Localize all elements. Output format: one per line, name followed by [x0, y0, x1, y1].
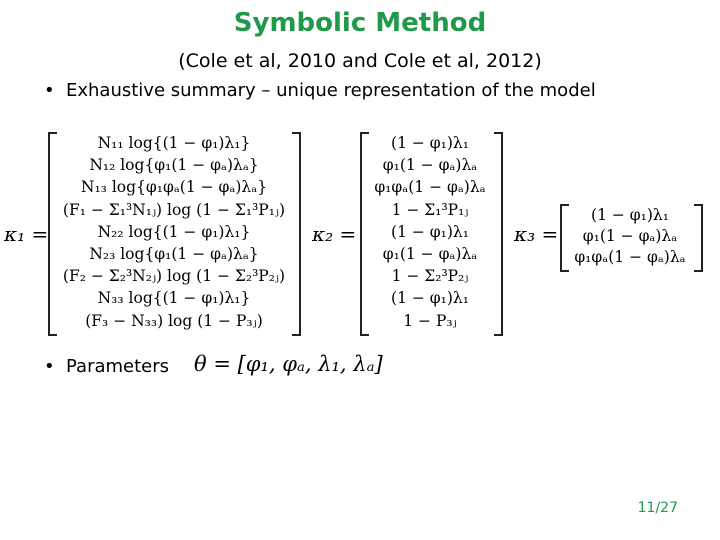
kappa1-row: N₁₁ log{(1 − φ₁)λ₁}	[97, 134, 251, 152]
bullet-exhaustive-summary	[44, 80, 596, 101]
kappa3-label: κ₃ =	[514, 222, 559, 246]
kappa1-row: N₂₃ log{φ₁(1 − φₐ)λₐ}	[89, 245, 259, 263]
kappa1-row: (F₁ − Σ₁³N₁ⱼ) log (1 − Σ₁³P₁ⱼ)	[62, 200, 286, 219]
kappa2-row: φ₁(1 − φₐ)λₐ	[382, 156, 478, 175]
kappa1-row: N₁₃ log{φ₁φₐ(1 − φₐ)λₐ}	[80, 178, 268, 197]
kappa1-row: N₂₂ log{(1 − φ₁)λ₁}	[97, 222, 251, 241]
slide-subtitle: (Cole et al, 2010 and Cole et al, 2012)	[178, 50, 542, 72]
kappa2-row: 1 − Σ₂³P₂ⱼ	[391, 267, 469, 286]
kappa2-row: φ₁φₐ(1 − φₐ)λₐ	[374, 178, 486, 197]
page-number: 11/27	[637, 500, 678, 516]
kappa1-row: (F₃ − N₃₃) log (1 − P₃ⱼ)	[85, 311, 263, 330]
kappa1-label: κ₁ =	[4, 222, 49, 246]
bullet-icon: •	[44, 80, 55, 101]
kappa2-row: 1 − Σ₁³P₁ⱼ	[391, 200, 469, 219]
kappa2-row: 1 − P₃ⱼ	[403, 311, 457, 330]
kappa1-right-bracket	[292, 132, 301, 336]
kappa2-row: φ₁(1 − φₐ)λₐ	[382, 245, 478, 263]
kappa3-row: φ₁φₐ(1 − φₐ)λₐ	[574, 248, 686, 266]
kappa1-row: (F₂ − Σ₂³N₂ⱼ) log (1 − Σ₂³P₂ⱼ)	[62, 267, 286, 286]
kappa2-row: (1 − φ₁)λ₁	[391, 289, 469, 308]
kappa3-row: (1 − φ₁)λ₁	[591, 206, 669, 224]
theta-parameter-vector: θ = [φ₁, φₐ, λ₁, λₐ]	[194, 352, 383, 376]
kappa2-label: κ₂ =	[312, 222, 357, 246]
bullet-icon: •	[44, 356, 55, 377]
kappa1-row: N₁₂ log{φ₁(1 − φₐ)λₐ}	[89, 156, 259, 175]
bullet-text: Parameters	[66, 356, 170, 377]
kappa3-right-bracket	[694, 204, 703, 272]
kappa3-row: φ₁(1 − φₐ)λₐ	[582, 227, 678, 245]
kappa1-left-bracket	[48, 132, 57, 336]
bullet-text: Exhaustive summary – unique representation of the model	[66, 80, 596, 101]
bullet-parameters	[44, 356, 169, 377]
slide-title: Symbolic Method	[233, 8, 487, 38]
kappa2-row: (1 − φ₁)λ₁	[391, 222, 469, 241]
kappa2-row: (1 − φ₁)λ₁	[391, 134, 469, 152]
kappa2-right-bracket	[494, 132, 503, 336]
kappa1-row: N₃₃ log{(1 − φ₁)λ₁}	[97, 289, 251, 308]
